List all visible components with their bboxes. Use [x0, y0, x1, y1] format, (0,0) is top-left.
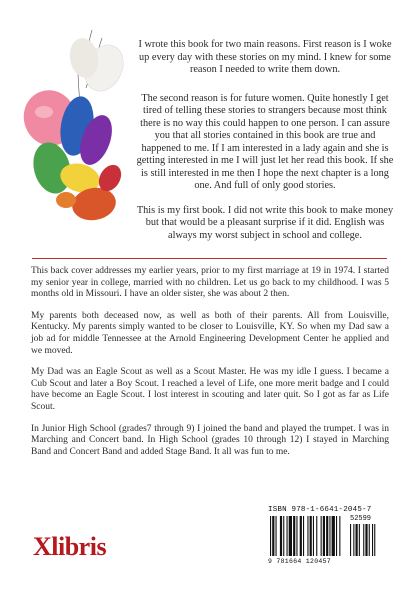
bottom-paragraph-1: This back cover addresses my earlier years, prior to my first marriage at 19 in 1974. I started my senior year in college, married with no children. Let us go back to my childhood. I was 5 months old in Missouri. I have an older sister, she was about 2 then.	[31, 266, 389, 300]
divider-rule	[32, 258, 387, 259]
bottom-paragraph-2: My parents both deceased now, as well as both of their parents. All from Louisville, Kentucky. My parents simply wanted to be closer to Louisville, KY. So when my Dad saw a job ad for middle Tennessee at the Arnold Engineering Development Center he applied and we moved.	[31, 310, 389, 356]
top-paragraph-3: This is my first book. I did not write this book to make money but that would be a pleasant surprise if it did. English was always my worst subject in school and college.	[136, 204, 394, 241]
bottom-paragraph-3: My Dad was an Eagle Scout as well as a Scout Master. He was my idle I guess. I became a Cub Scout and later a Boy Scout. I reached a level of Life, one more merit badge and I could have become an Eagle Scout. I lost interest in scouting and later quit. So I got as far as Life Scout.	[31, 367, 389, 412]
bottom-blurb	[31, 266, 389, 468]
isbn-text: ISBN 978-1-6641-2045-7	[268, 506, 372, 514]
isbn-barcode	[268, 506, 386, 568]
top-paragraph-1: I wrote this book for two main reasons. First reason is I woke up every day with these stories on my mind. I knew for some reason I needed to write them down.	[138, 39, 392, 75]
barcode-addon: 52599	[350, 515, 372, 523]
bottom-paragraph-4: In Junior High School (grades7 through 9) I joined the band and played the trumpet. I was in Marching and Concert band. In High School (grades 10 through 12) I stayed in Marching Band and Concert Band and added Stage Band. It all was fun to me.	[31, 423, 389, 457]
balloons-illustration	[22, 28, 134, 224]
publisher-logo: Xlibris	[33, 532, 107, 561]
ean-digits: 9 781664 120457	[268, 558, 332, 565]
barcode-bars	[268, 516, 386, 558]
top-paragraph-2: The second reason is for future women. Quite honestly I get tired of telling these stories to strangers because most think there is no way this could happen to one person. I can assure you that all stories contained in this book are true and happened to me. If I am interested in a lady again and she is getting interested in me I will just let her read this book. If she is still interested in me then I hope the next chapter is a long one. And full of only good stories.	[136, 92, 394, 191]
top-blurb	[134, 39, 396, 254]
